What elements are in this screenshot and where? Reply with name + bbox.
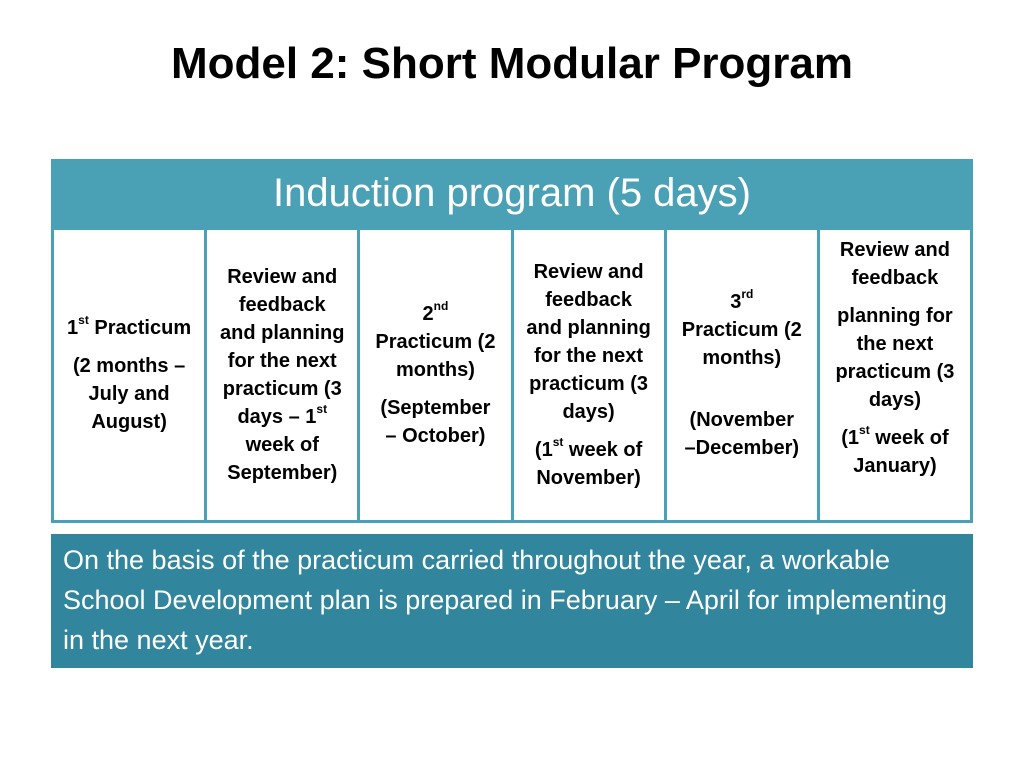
third-review-heading-2: feedback: [851, 267, 939, 289]
second-review-end-1: November): [536, 467, 641, 489]
third-practicum-period-1: (November: [689, 409, 795, 431]
first-review-days: days – 1st: [237, 402, 328, 428]
second-review-line-1: Review and: [533, 261, 644, 283]
third-practicum-ordinal: 3rd: [730, 287, 754, 313]
second-review-line-4: for the next: [534, 345, 644, 367]
third-practicum-line-2: months): [702, 347, 782, 369]
induction-banner: Induction program (5 days): [51, 159, 973, 227]
first-practicum-period-3: August): [91, 411, 167, 433]
second-practicum-ordinal: 2nd: [422, 299, 449, 325]
first-review-line-1: Review and: [227, 266, 338, 288]
second-practicum-period-1: (September: [380, 397, 491, 419]
first-review-end-1: week of: [245, 434, 319, 456]
second-practicum-line-1: Practicum (2: [375, 331, 496, 353]
third-practicum-line-1: Practicum (2: [681, 319, 802, 341]
first-practicum-period-2: July and: [88, 383, 170, 405]
second-review-line-2: feedback: [545, 289, 632, 311]
first-review-line-2: feedback: [238, 294, 326, 316]
program-timeline: [51, 227, 973, 523]
first-practicum-period-1: (2 months –: [72, 355, 186, 377]
third-review-week: (1st week of: [841, 423, 949, 449]
third-review-line-2: the next: [856, 333, 934, 355]
column-third-review: [820, 230, 970, 520]
third-review-line-3: practicum (3: [835, 361, 955, 383]
column-second-review: [514, 230, 664, 520]
column-second-practicum: [360, 230, 510, 520]
development-plan-note: On the basis of the practicum carried throughout the year, a workable School Development plan is prepared in February – April for implementing in the next year.: [51, 534, 973, 668]
slide-title: Model 2: Short Modular Program: [170, 39, 854, 88]
first-review-end-2: September): [227, 462, 338, 484]
second-practicum-period-2: – October): [385, 425, 486, 447]
first-review-line-3: and planning: [220, 322, 345, 344]
second-review-line-3: and planning: [526, 317, 651, 339]
second-review-week: (1st week of: [534, 435, 643, 461]
first-practicum-heading: 1st Practicum: [67, 313, 192, 339]
third-practicum-period-2: –December): [684, 437, 800, 459]
second-review-line-5: practicum (3: [529, 373, 649, 395]
first-review-line-4: for the next: [227, 350, 337, 372]
third-review-line-1: planning for: [837, 305, 953, 327]
column-first-review: [207, 230, 357, 520]
column-first-practicum: [54, 230, 204, 520]
column-third-practicum: [667, 230, 817, 520]
third-review-heading-1: Review and: [839, 239, 950, 261]
first-review-line-5: practicum (3: [222, 378, 342, 400]
third-review-end-1: January): [853, 455, 937, 477]
third-review-line-4: days): [868, 389, 922, 411]
second-review-line-6: days): [562, 401, 615, 423]
second-practicum-line-2: months): [395, 359, 475, 381]
